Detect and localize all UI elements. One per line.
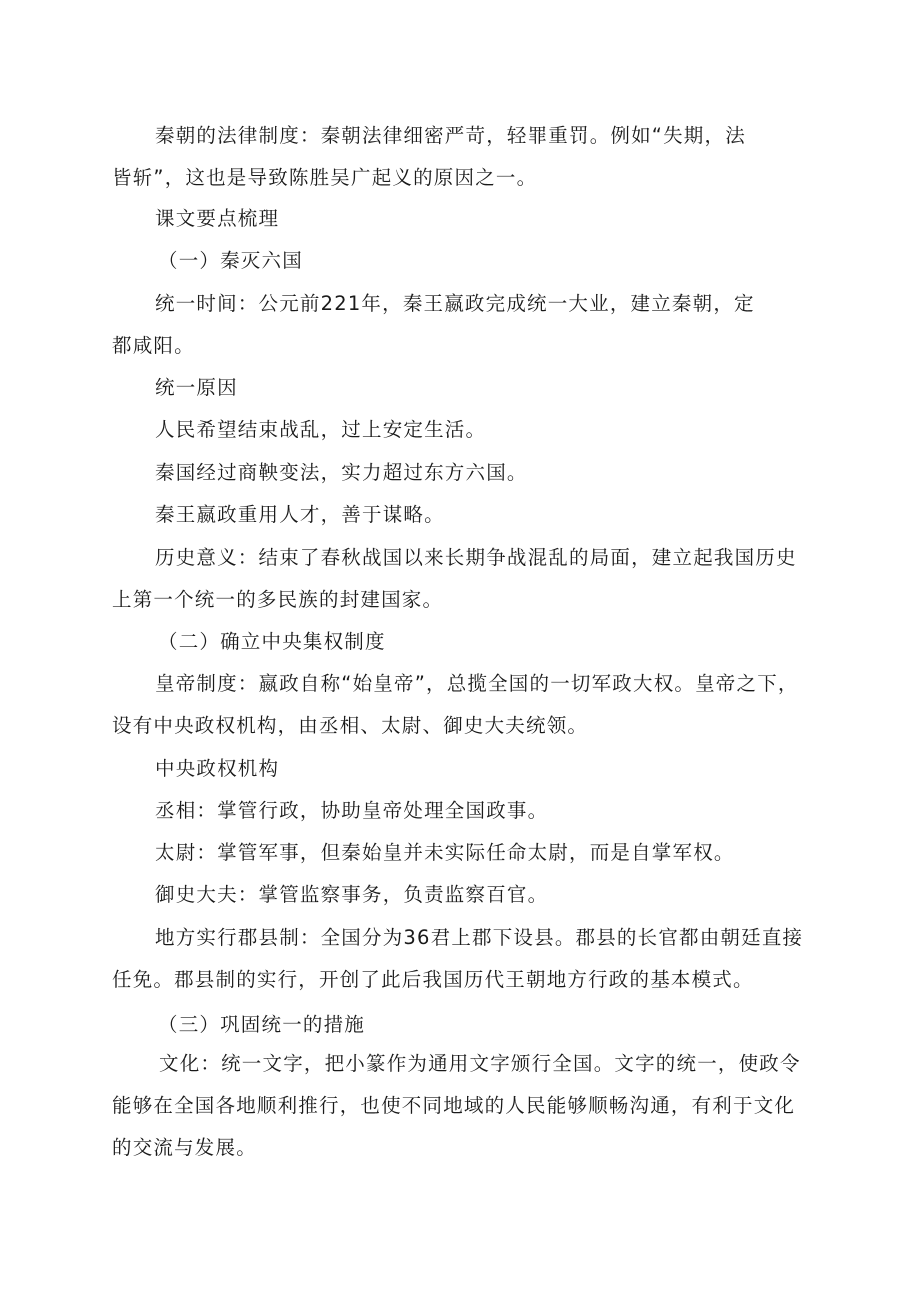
paragraph-emperor-system: 皇帝制度：嬴政自称“始皇帝”，总揽全国的一切军政大权。皇帝之下，设有中央政权机构，由丞相、太尉、御史大夫统领。 (112, 672, 799, 737)
paragraph-reason-talent: 秦王嬴政重用人才，善于谋略。 (155, 503, 445, 526)
heading-central-institutions: 中央政权机构 (155, 757, 280, 780)
paragraph-reason-reform: 秦国经过商鞅变法，实力超过东方六国。 (155, 461, 528, 484)
subheading-consolidation-measures: （三）巩固统一的措施 (158, 1013, 366, 1036)
paragraph-imperial-censor: 御史大夫：掌管监察事务，负责监察百官。 (155, 883, 549, 906)
paragraph-chancellor: 丞相：掌管行政，协助皇帝处理全国政事。 (155, 799, 549, 822)
paragraph-qin-law: 秦朝的法律制度：秦朝法律细密严苛，轻罪重罚。例如“失期，法皆斩”，这也是导致陈胜吴广起义的原因之一。 (112, 124, 746, 189)
heading-unification-reasons: 统一原因 (155, 376, 238, 399)
subheading-qin-conquers-six-states: （一）秦灭六国 (158, 249, 303, 272)
paragraph-unification-time: 统一时间：公元前221年，秦王嬴政完成统一大业，建立秦朝，定都咸阳。 (112, 292, 755, 357)
paragraph-reason-people: 人民希望结束战乱，过上安定生活。 (155, 418, 487, 441)
subheading-central-power: （二）确立中央集权制度 (158, 630, 386, 653)
paragraph-commandery-county: 地方实行郡县制：全国分为36君上郡下设县。郡县的长官都由朝廷直接任免。郡县制的实行，开创了此后我国历代王朝地方行政的基本模式。 (112, 926, 804, 991)
paragraph-grand-commandant: 太尉：掌管军事，但秦始皇并未实际任命太尉，而是自掌军权。 (155, 841, 735, 864)
paragraph-historical-significance: 历史意义：结束了春秋战国以来长期争战混乱的局面，建立起我国历史上第一个统一的多民族的封建国家。 (112, 546, 797, 611)
section-heading-outline: 课文要点梳理 (155, 207, 280, 230)
paragraph-culture-script: 文化：统一文字，把小篆作为通用文字颁行全国。文字的统一，使政令能够在全国各地顺利推行，也使不同地域的人民能够顺畅沟通，有利于文化的交流与发展。 (112, 1052, 801, 1159)
